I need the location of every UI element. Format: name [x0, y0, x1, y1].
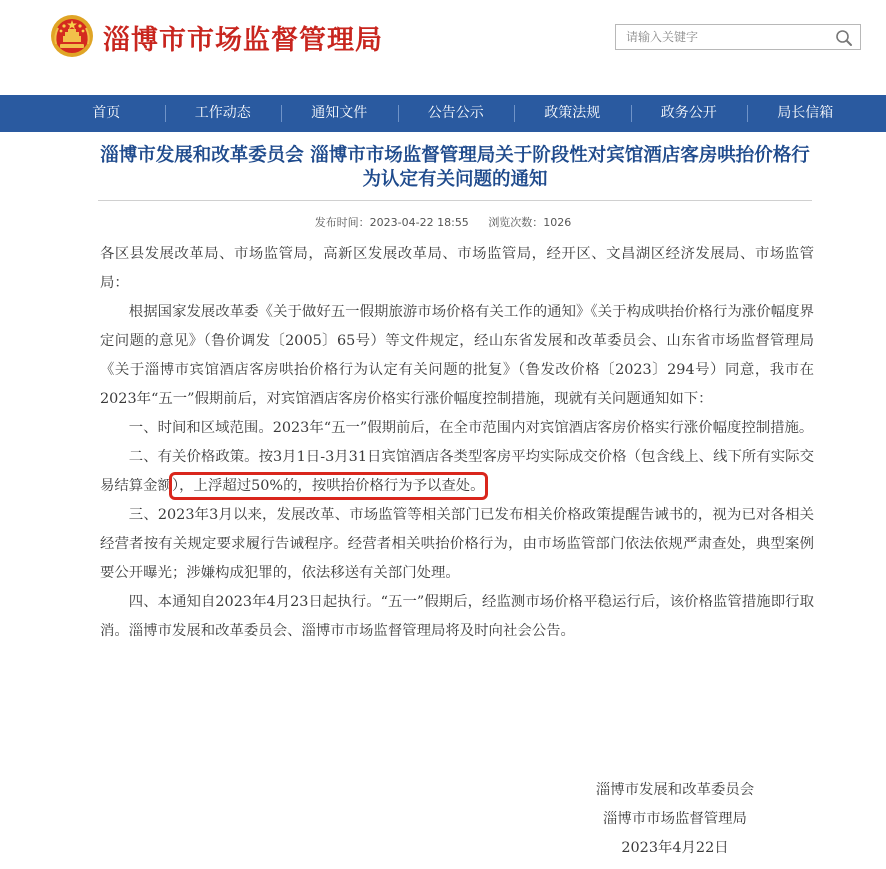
main-nav [0, 95, 886, 132]
signature-org-ndrc: 淄博市发展和改革委员会 [595, 782, 755, 798]
signature-date: 2023年4月22日 [621, 840, 729, 856]
national-emblem-icon [50, 14, 94, 58]
paragraph-intro: 根据国家发展改革委《关于做好五一假期旅游市场价格有关工作的通知》《关于构成哄抬价格行为涨价幅度界定问题的意见》（鲁价调发〔2005〕65号）等文件规定，经山东省发展和改革委员会、山东省市场监督管理局《关于淄博市宾馆酒店客房哄抬价格行为认定有关问题的批复》（鲁发改价格〔2023〕294号）同意，我市在2023年“五一”假期前后，对宾馆酒店客房价格实行涨价幅度控制措施，现就有关问题通知如下： [100, 304, 814, 407]
signature-block [560, 776, 790, 863]
nav-item-notices[interactable]: 通知文件 [281, 95, 398, 132]
paragraph-scope: 一、时间和区域范围。2023年“五一”假期前后，在全市范围内对宾馆酒店客房价格实行涨价幅度控制措施。 [128, 420, 814, 436]
nav-item-policies[interactable]: 政策法规 [514, 95, 631, 132]
article-title: 淄博市发展和改革委员会 淄博市市场监督管理局关于阶段性对宾馆酒店客房哄抬价格行为认定有关问题的通知 [100, 145, 810, 190]
search-icon[interactable] [834, 28, 854, 48]
article-meta [0, 214, 886, 230]
nav-item-director-mailbox[interactable]: 局长信箱 [747, 95, 864, 132]
search-box [615, 24, 861, 50]
nav-item-work-news[interactable]: 工作动态 [165, 95, 282, 132]
search-input[interactable] [616, 25, 831, 49]
paragraph-price-policy [100, 443, 814, 501]
site-header [0, 0, 886, 95]
signature-org-samr: 淄博市市场监督管理局 [603, 811, 747, 827]
site-title: 淄博市市场监督管理局 [103, 25, 383, 56]
nav-item-home[interactable]: 首页 [92, 105, 121, 121]
price-policy-text: 二、有关价格政策。按3月1日-3月31日宾馆酒店各类型客房平均实际成交价格（包含线上、线下所有实际交易结算金额 [100, 449, 814, 494]
article-body [100, 240, 814, 646]
publish-time: 发布时间：2023-04-22 18:55 [314, 216, 469, 229]
addressee: 各区县发展改革局、市场监管局，高新区发展改革局、市场监管局，经开区、文昌湖区经济发展局、市场监管局： [100, 246, 814, 291]
title-divider [98, 200, 812, 201]
paragraph-enforcement: 三、2023年3月以来，发展改革、市场监管等相关部门已发布相关价格政策提醒告诫书的，视为已对各相关经营者按有关规定要求履行告诫程序。经营者相关哄抬价格行为，由市场监管部门依法依规严肃查处，典型案例要公开曝光；涉嫌构成犯罪的，依法移送有关部门处理。 [100, 507, 814, 581]
nav-item-announcements[interactable]: 公告公示 [398, 95, 515, 132]
nav-item-government-affairs[interactable]: 政务公开 [631, 95, 748, 132]
paragraph-effective-date: 四、本通知自2023年4月23日起执行。“五一”假期后，经监测市场价格平稳运行后，该价格监管措施即行取消。淄博市发展和改革委员会、淄博市市场监督管理局将及时向社会公告。 [100, 594, 814, 639]
view-count: 浏览次数：1026 [488, 216, 572, 229]
highlighted-price-rule: ），上浮超过50%的，按哄抬价格行为予以查处。 [172, 475, 485, 497]
